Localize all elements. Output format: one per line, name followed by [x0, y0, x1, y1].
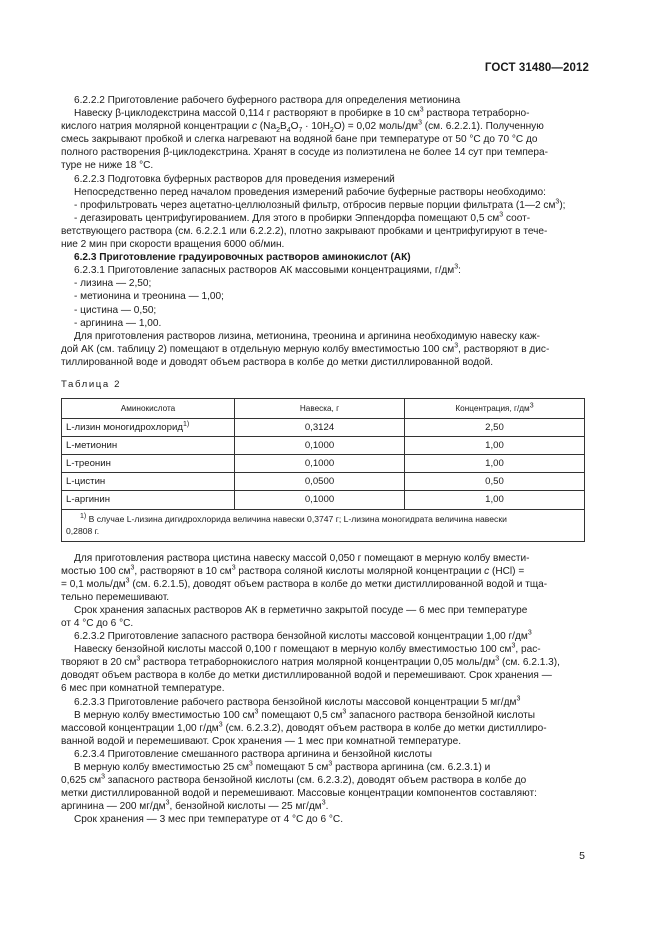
para-6223-line1: Непосредственно перед началом проведения измерений рабочие буферные растворы необходимо:: [74, 186, 546, 198]
para-6222-line2: кислого натрия молярной концентрации c $(Na_2B_4O_7 \cdot 10H_2O) = 0,02$ моль/$дм^3$ (см. 6.2.2.1). Полученную: [61, 119, 544, 135]
para-6223-line5: ние 2 мин при скорости вращения 6000 об/мин.: [61, 239, 285, 251]
heading-6233: 6.2.3.3 Приготовление рабочего раствора бензойной кислоты массовой концентрации 5 $мг/дм^3$: [74, 695, 521, 708]
cell-aminoacid: L-цистин: [62, 473, 235, 491]
table-row: [62, 419, 585, 437]
para-6231-line1: 6.2.3.1 Приготовление запасных растворов АК массовыми концентрациями, $г/дм^3$:: [74, 263, 461, 277]
amino-acid-table: [61, 398, 585, 541]
para-6234-storage: Срок хранения — 3 мес при температуре от 4 °C до 6 °C.: [74, 814, 343, 826]
para-6222-line1: Навеску β-циклодекстрина массой 0,114 г растворяют в пробирке в 10 $см^3$ раствора тетраборно-: [74, 106, 530, 120]
cell-concentration: 0,50: [405, 473, 585, 491]
para-cystine-line3: = 0,1 моль/$дм^3$ (см. 6.2.1.5), доводят объем раствора в колбе до метки дистиллированной водой и тща-: [61, 577, 548, 590]
cell-mass: 0,3124: [235, 419, 405, 437]
para-623-p1: Для приготовления растворов лизина, метионина, треонина и аргинина необходимую навеску каж-: [74, 330, 540, 342]
page-content: [61, 94, 585, 827]
para-6232-line5: 6 мес при комнатной температуре.: [61, 683, 225, 695]
heading-6222: 6.2.2.2 Приготовление рабочего буферного раствора для определения метионина: [74, 95, 461, 106]
cell-aminoacid: L-треонин: [62, 455, 235, 473]
table-row: [62, 437, 585, 455]
col-header-concentration: Концентрация, $г/дм^3$: [405, 399, 585, 419]
para-cystine-line1: Для приготовления раствора цистина навеску массой 0,050 г помещают в мерную колбу вмести-: [74, 552, 530, 564]
para-6232-line3: творяют в 20 $см^3$ раствора тетраборнокислого натрия молярной концентрации 0,05 моль/$дм^3$ (см. 6.2.1.3),: [61, 655, 560, 669]
cell-mass: 0,1000: [235, 455, 405, 473]
para-cystine-line4: тельно перемешивают.: [61, 591, 170, 603]
para-6222-line4: полного растворения β-циклодекстрина. Хранят в сосуде из полиэтилена не более 14 сут при темпера-: [61, 147, 549, 159]
para-6233-line4: ванной водой и перемешивают. Срок хранения — 1 мес при комнатной температуре.: [61, 735, 462, 747]
table-footnote-row: [62, 509, 585, 541]
para-6234-line2: В мерную колбу вместимостью 25 $см^3$ помещают 5 $см^3$ раствора аргинина (см. 6.2.3.1) и: [74, 760, 491, 774]
col-header-aminoacid: Аминокислота: [62, 399, 235, 419]
para-6222-line3: смесь закрывают пробкой и слегка нагревают на водяной бане при температуре от 50 °C до 70 °C до: [61, 134, 538, 146]
para-6233-line2: В мерную колбу вместимостью 100 $см^3$ помещают 0,5 $см^3$ запасного раствора бензойной кислоты: [74, 708, 535, 721]
para-6232-line2: Навеску бензойной кислоты массой 0,100 г помещают в мерную колбу вместимостью 100 $см^3$, рас-: [74, 642, 541, 656]
list-item: - лизина — 2,50;: [74, 278, 152, 290]
para-storage-line2: от 4 °C до 6 °C.: [61, 618, 134, 629]
heading-6234: 6.2.3.4 Приготовление смешанного раствора аргинина и бензойной кислоты: [74, 748, 432, 760]
col-header-mass: Навеска, г: [235, 399, 405, 419]
cell-aminoacid: L-лизин моногидрохлорид$^{1)}$: [62, 419, 235, 437]
para-storage-line1: Срок хранения запасных растворов АК в герметично закрытой посуде — 6 мес при температуре: [74, 604, 528, 616]
table-footnote: $^{1)}$ В случае L-лизина дигидрохлорида величина навески 0,3747 г; L-лизина моногидрата величина навески 0,2808 г.: [62, 509, 585, 541]
para-6233-line3: массовой концентрации 1,00 $г/дм^3$ (см. 6.2.3.2), доводят объем раствора в колбе до метки дистиллиро-: [61, 721, 547, 734]
heading-6232: 6.2.3.2 Приготовление запасного раствора бензойной кислоты массовой концентрации 1,00 $г/дм^3$: [74, 629, 532, 643]
table-row: [62, 491, 585, 509]
para-6222-line5: туре не ниже 18 °C.: [61, 160, 154, 172]
table-header-row: [62, 399, 585, 419]
cell-concentration: 1,00: [405, 437, 585, 455]
para-6223-line2: - профильтровать через ацетатно-целлюлозный фильтр, отбросив первые порции фильтрата (1—2 $см^3$);: [74, 198, 566, 211]
cell-mass: 0,1000: [235, 491, 405, 509]
para-6232-line4: доводят объем раствора в колбе до метки дистиллированной водой и перемешивают. Срок хранения —: [61, 670, 552, 682]
table-row: [62, 455, 585, 473]
para-cystine-line2: мостью 100 $см^3$, растворяют в 10 $см^3$ раствора соляной кислоты молярной концентрации c (HCl) =: [61, 564, 525, 577]
list-item: - аргинина — 1,00.: [74, 317, 162, 329]
page-number: 5: [579, 850, 585, 862]
para-6234-line5: аргинина — 200 $мг/дм^3$, бензойной кислоты — 25 $мг/дм^3$.: [61, 799, 329, 813]
para-6234-line3: 0,625 $см^3$ запасного раствора бензойной кислоты (см. 6.2.3.2), доводят объем раствора в колбе до: [61, 773, 527, 787]
para-6223-line4: ветствующего раствора (см. 6.2.2.1 или 6.2.2.2), плотно закрывают пробками и центрифугируют в тече-: [61, 225, 548, 237]
para-6234-line4: метки дистиллированной водой и перемешивают. Массовые концентрации компонентов составляют:: [61, 788, 537, 800]
table-caption: Таблица 2: [61, 378, 122, 390]
para-6223-line3: - дегазировать центрифугированием. Для этого в пробирки Эппендорфа помещают 0,5 $см^3$ соот-: [74, 211, 531, 224]
cell-concentration: 2,50: [405, 419, 585, 437]
para-623-p3: тиллированной воде и доводят объем раствора в колбе до метки дистиллированной водой.: [61, 356, 494, 368]
cell-concentration: 1,00: [405, 491, 585, 509]
heading-6223: 6.2.2.3 Подготовка буферных растворов для проведения измерений: [74, 173, 395, 185]
standard-header: ГОСТ 31480—2012: [484, 62, 589, 74]
cell-mass: 0,1000: [235, 437, 405, 455]
table-row: [62, 473, 585, 491]
list-item: - метионина и треонина — 1,00;: [74, 291, 224, 303]
cell-concentration: 1,00: [405, 455, 585, 473]
cell-aminoacid: L-метионин: [62, 437, 235, 455]
para-623-p2: дой АК (см. таблицу 2) помещают в отдельную мерную колбу вместимостью 100 $см^3$, растворяют в дис-: [61, 342, 550, 355]
heading-623: 6.2.3 Приготовление градуировочных растворов аминокислот (АК): [74, 252, 411, 264]
cell-mass: 0,0500: [235, 473, 405, 491]
list-item: - цистина — 0,50;: [74, 304, 157, 316]
cell-aminoacid: L-аргинин: [62, 491, 235, 509]
